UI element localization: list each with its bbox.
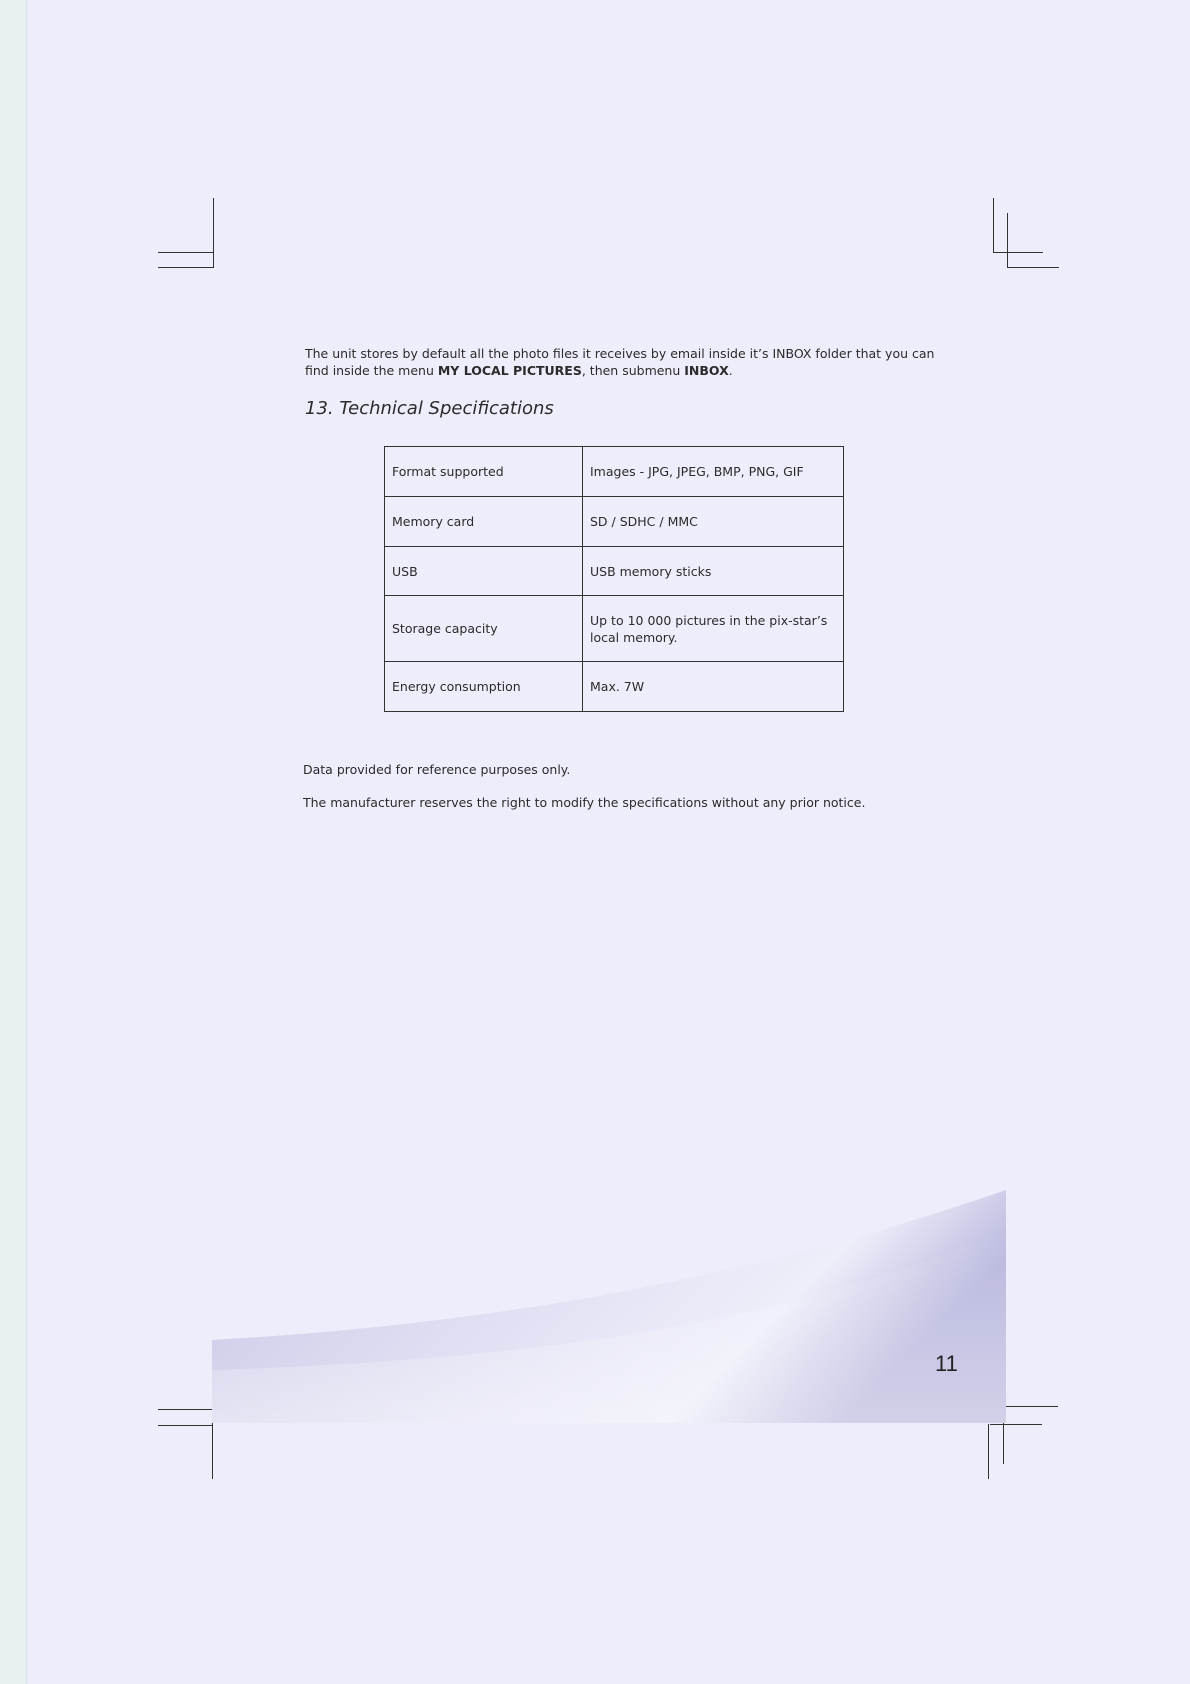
crop-mark [993,198,994,253]
table-row [385,497,844,547]
table-row [385,596,844,662]
page-number: 11 [935,1351,958,1376]
crop-mark [1007,213,1008,268]
crop-mark [158,1425,213,1426]
crop-mark [158,267,213,268]
spec-value: Images - JPG, JPEG, BMP, PNG, GIF [583,447,844,497]
spec-label: Energy consumption [385,662,583,712]
spec-label: Storage capacity [385,596,583,662]
table-row [385,447,844,497]
crop-mark [993,252,1043,253]
crop-mark [158,252,213,253]
intro-text-3: . [728,363,733,378]
intro-text-1: The unit stores by default all the photo files it receives by email inside it’s INBOX folder that you can find inside the menu [305,346,935,378]
decorative-swoosh [212,1190,1006,1423]
scan-edge-strip [0,0,26,1684]
intro-text-2: , then submenu [581,363,685,378]
crop-mark [1003,1406,1058,1407]
crop-mark [213,198,214,268]
crop-mark [1007,267,1059,268]
crop-mark [990,1424,1042,1425]
reference-note: Data provided for reference purposes only. [303,762,571,777]
section-title: 13. Technical Specifications [305,398,554,419]
spec-label: Memory card [385,497,583,547]
spec-value: SD / SDHC / MMC [583,497,844,547]
crop-mark [158,1409,213,1410]
intro-paragraph [305,345,945,379]
rights-note: The manufacturer reserves the right to modify the specifications without any prior notice. [303,795,866,810]
specifications-table [384,446,844,712]
table-row [385,662,844,712]
crop-mark [988,1424,989,1479]
table-row [385,547,844,596]
spec-label: USB [385,547,583,596]
spec-label: Format supported [385,447,583,497]
spec-value: USB memory sticks [583,547,844,596]
menu-name: MY LOCAL PICTURES [437,363,582,378]
spec-value: Max. 7W [583,662,844,712]
spec-value: Up to 10 000 pictures in the pix-star’s local memory. [583,596,844,662]
submenu-name: INBOX [684,363,729,378]
